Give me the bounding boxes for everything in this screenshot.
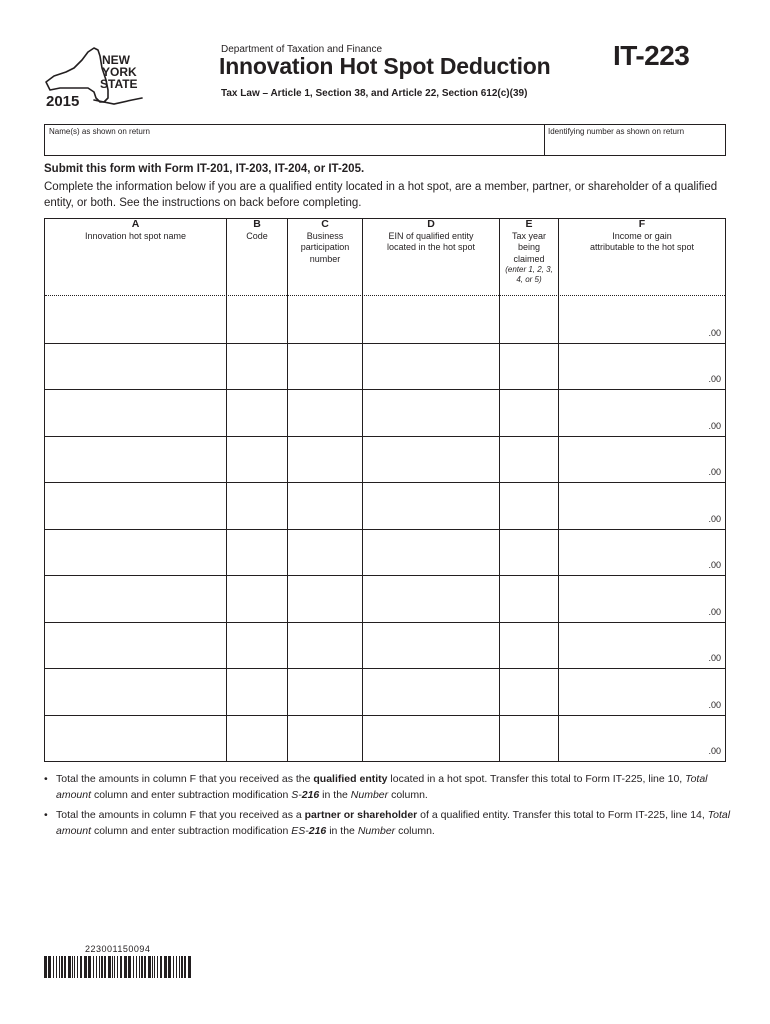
barcode-bar bbox=[184, 956, 186, 978]
barcode-bar bbox=[168, 956, 171, 978]
cents-label: .00 bbox=[708, 560, 721, 570]
column-label: Code bbox=[246, 230, 268, 241]
column-label: participation bbox=[300, 242, 350, 252]
column-label: located in the hot spot bbox=[386, 242, 476, 252]
barcode-bar bbox=[120, 956, 122, 978]
column-header-a bbox=[45, 219, 226, 242]
barcode-bar bbox=[53, 956, 54, 978]
barcode-bar bbox=[68, 956, 71, 978]
barcode-bar bbox=[108, 956, 111, 978]
header-separator bbox=[45, 295, 725, 296]
column-header-c bbox=[288, 219, 362, 265]
barcode-bar bbox=[181, 956, 183, 978]
id-field-label: Identifying number as shown on return bbox=[548, 127, 685, 136]
complete-instruction: Complete the information below if you are a qualified entity located in a hot spot, are a member, partner, or shareholder of a qualified entity, or both. See the instructions on back before completing. bbox=[44, 181, 718, 209]
column-letter: D bbox=[427, 218, 435, 230]
table-row-divider bbox=[45, 482, 725, 483]
barcode-bar bbox=[144, 956, 146, 978]
barcode-bar bbox=[101, 956, 103, 978]
submit-instruction: Submit this form with Form IT-201, IT-203, IT-204, or IT-205. bbox=[44, 163, 365, 175]
barcode-bar bbox=[72, 956, 73, 978]
barcode-number: 223001150094 bbox=[85, 944, 151, 954]
table-row-divider bbox=[45, 622, 725, 623]
column-letter: A bbox=[131, 218, 140, 230]
bullet-text: Total the amounts in column F that you received as the qualified entity located in a hot spot. Transfer this total to Form IT-225, line 10, Total amount column and enter subtraction modification S-216 in the Number column. bbox=[56, 773, 708, 801]
barcode-bar bbox=[56, 956, 57, 978]
barcode-bar bbox=[179, 956, 180, 978]
table-row-divider bbox=[45, 529, 725, 530]
bullet-item bbox=[44, 807, 734, 839]
barcode-bar bbox=[133, 956, 134, 978]
barcode-bar bbox=[188, 956, 191, 978]
bullet-item bbox=[44, 771, 734, 803]
barcode-bar bbox=[173, 956, 174, 978]
barcode-bar bbox=[84, 956, 87, 978]
bullet-icon: • bbox=[44, 809, 48, 821]
cents-label: .00 bbox=[708, 653, 721, 663]
column-label: Tax year bbox=[511, 230, 546, 241]
barcode-bar bbox=[176, 956, 177, 978]
barcode-bar bbox=[128, 956, 131, 978]
barcode-bar bbox=[99, 956, 100, 978]
column-label: claimed bbox=[513, 253, 545, 264]
column-note: 4, or 5) bbox=[516, 275, 542, 284]
barcode-bar bbox=[160, 956, 162, 978]
barcode-bar bbox=[141, 956, 143, 978]
column-header-e bbox=[500, 219, 558, 285]
identity-divider bbox=[544, 125, 545, 155]
column-label: number bbox=[309, 253, 341, 264]
column-divider bbox=[558, 219, 559, 761]
barcode-bar bbox=[139, 956, 140, 978]
cents-label: .00 bbox=[708, 607, 721, 617]
table-row-divider bbox=[45, 343, 725, 344]
ny-state-map-icon bbox=[44, 46, 154, 116]
ny-state-logo bbox=[44, 46, 154, 116]
barcode-bar bbox=[96, 956, 97, 978]
logo-line-3: STATE bbox=[100, 77, 138, 91]
logo-line-1: NEW bbox=[102, 53, 130, 67]
barcode-bar bbox=[64, 956, 66, 978]
identity-box bbox=[44, 124, 726, 156]
column-header-b bbox=[227, 219, 287, 242]
barcode-bar bbox=[164, 956, 167, 978]
barcode-bar bbox=[104, 956, 106, 978]
cents-label: .00 bbox=[708, 746, 721, 756]
barcode-bar bbox=[48, 956, 51, 978]
form-title: Innovation Hot Spot Deduction bbox=[219, 53, 551, 79]
transfer-instructions bbox=[44, 771, 734, 843]
barcode-bar bbox=[61, 956, 63, 978]
column-divider bbox=[362, 219, 363, 761]
column-letter: E bbox=[525, 218, 533, 230]
barcode-bar bbox=[154, 956, 155, 978]
column-divider bbox=[499, 219, 500, 761]
barcode-bar bbox=[114, 956, 115, 978]
cents-label: .00 bbox=[708, 700, 721, 710]
barcode-bar bbox=[148, 956, 151, 978]
barcode-bar bbox=[59, 956, 60, 978]
column-header-d bbox=[363, 219, 499, 254]
cents-label: .00 bbox=[708, 421, 721, 431]
barcode-bar bbox=[136, 956, 137, 978]
barcode bbox=[44, 956, 194, 978]
column-label: Innovation hot spot name bbox=[84, 230, 187, 241]
column-divider bbox=[226, 219, 227, 761]
tax-law-reference: Tax Law – Article 1, Section 38, and Article 22, Section 612(c)(39) bbox=[221, 88, 528, 99]
column-label: being bbox=[517, 242, 541, 252]
column-note: (enter 1, 2, 3, bbox=[505, 265, 553, 274]
barcode-bar bbox=[74, 956, 75, 978]
barcode-bar bbox=[157, 956, 158, 978]
barcode-bar bbox=[88, 956, 91, 978]
barcode-bar bbox=[112, 956, 113, 978]
column-label: Income or gain bbox=[612, 230, 672, 241]
barcode-bar bbox=[152, 956, 153, 978]
barcode-bar bbox=[93, 956, 94, 978]
barcode-bar bbox=[44, 956, 47, 978]
table-row-divider bbox=[45, 389, 725, 390]
barcode-bar bbox=[124, 956, 127, 978]
column-header-f bbox=[559, 219, 725, 254]
barcode-bar bbox=[117, 956, 118, 978]
barcode-bar bbox=[80, 956, 82, 978]
hot-spot-table bbox=[44, 218, 726, 762]
cents-label: .00 bbox=[708, 328, 721, 338]
bullet-text: Total the amounts in column F that you received as a partner or shareholder of a qualified entity. Transfer this total to Form IT-225, line 14, Total amount column and enter subtraction modification ES-216 in the Number column. bbox=[56, 809, 731, 837]
column-label: Business bbox=[306, 230, 344, 241]
table-row-divider bbox=[45, 436, 725, 437]
table-row-divider bbox=[45, 668, 725, 669]
logo-year: 2015 bbox=[46, 93, 80, 110]
name-field-label: Name(s) as shown on return bbox=[49, 127, 150, 136]
cents-label: .00 bbox=[708, 374, 721, 384]
column-label: EIN of qualified entity bbox=[388, 230, 474, 241]
logo-line-2: YORK bbox=[102, 65, 137, 79]
column-letter: F bbox=[638, 218, 646, 230]
column-label: attributable to the hot spot bbox=[589, 242, 695, 252]
table-row-divider bbox=[45, 575, 725, 576]
column-divider bbox=[287, 219, 288, 761]
cents-label: .00 bbox=[708, 467, 721, 477]
column-letter: B bbox=[253, 218, 261, 230]
barcode-bar bbox=[77, 956, 78, 978]
bullet-icon: • bbox=[44, 773, 48, 785]
department-name: Department of Taxation and Finance bbox=[221, 44, 383, 55]
table-row-divider bbox=[45, 715, 725, 716]
column-letter: C bbox=[321, 218, 329, 230]
cents-label: .00 bbox=[708, 514, 721, 524]
form-id: IT-223 bbox=[613, 40, 690, 71]
